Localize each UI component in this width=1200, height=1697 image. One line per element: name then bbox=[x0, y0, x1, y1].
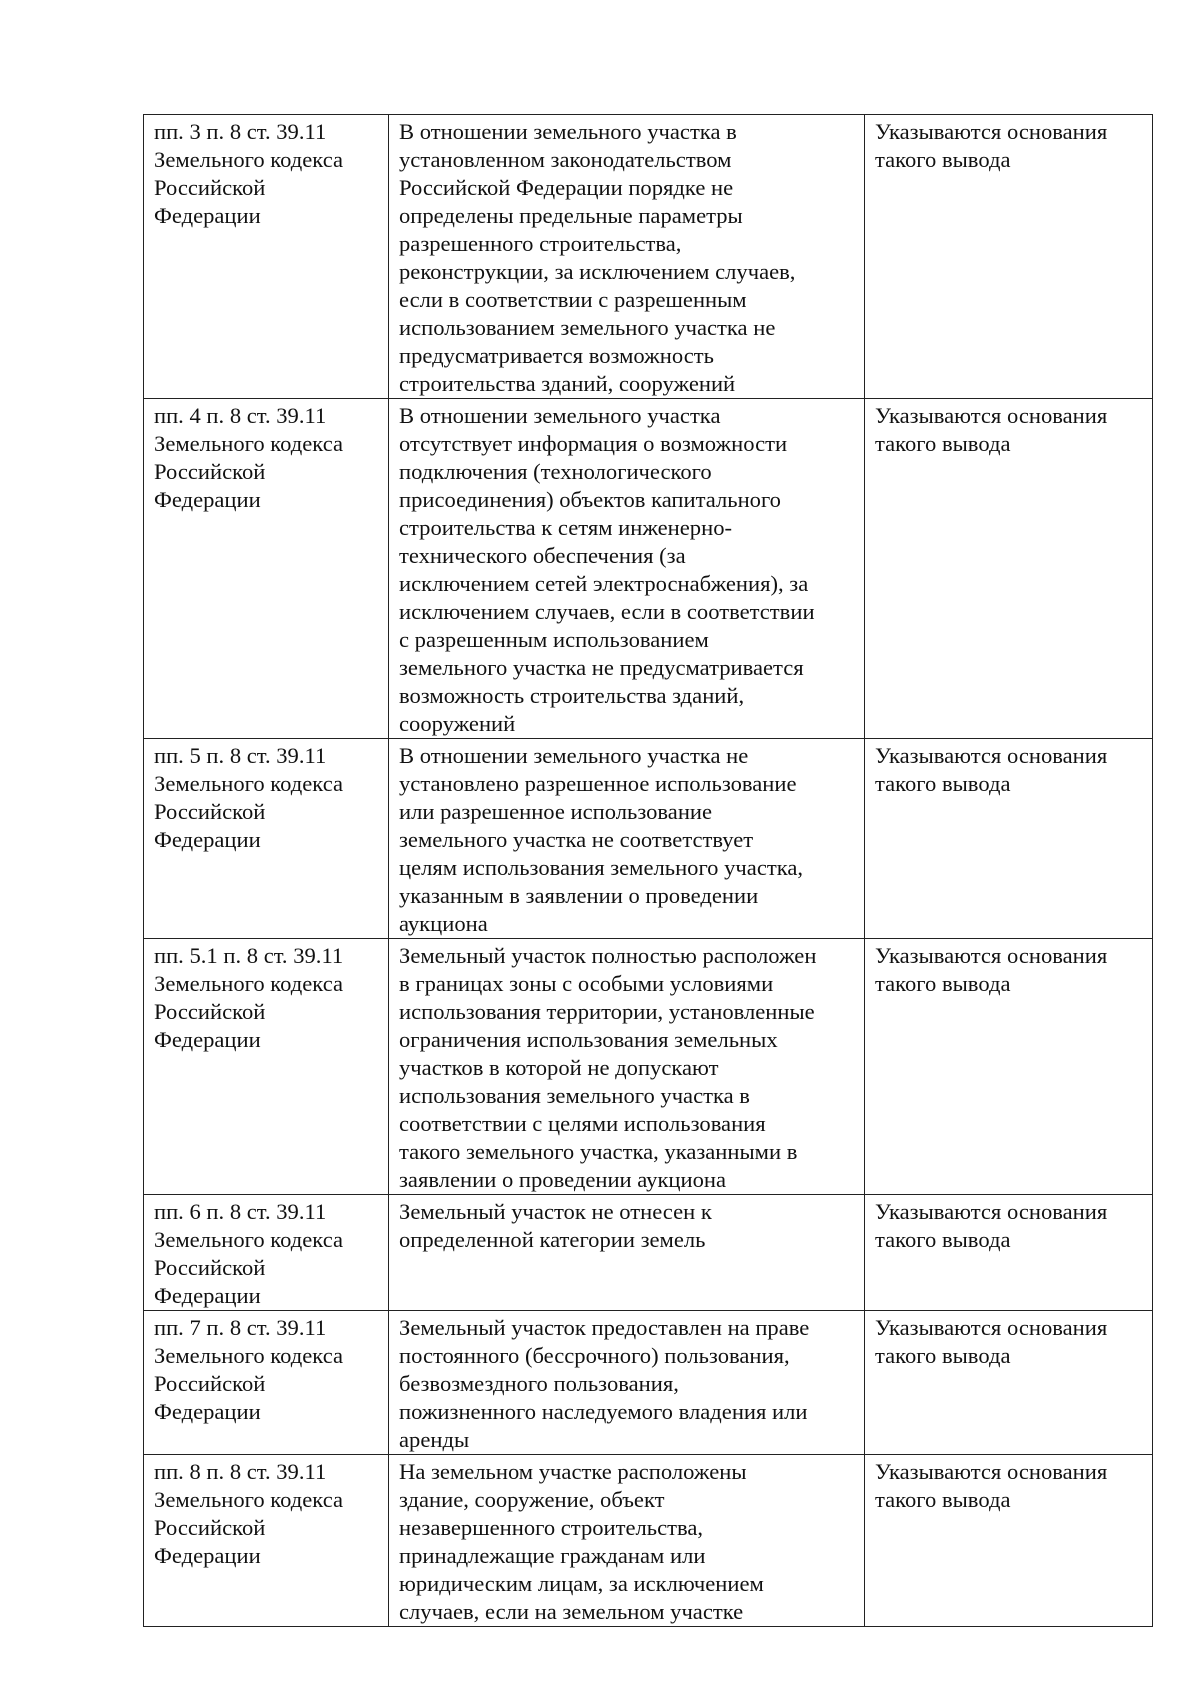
table-row bbox=[144, 1195, 1153, 1311]
note-cell: Указываются основания такого вывода bbox=[865, 1455, 1153, 1627]
note-cell: Указываются основания такого вывода bbox=[865, 1195, 1153, 1311]
condition-cell: Земельный участок полностью расположен в границах зоны с особыми условиями использования территории, установленные ограничения использования земельных участков в которой не допускают использования земельного участка в соответствии с целями использования такого земельного участка, указанными в заявлении о проведении аукциона bbox=[389, 939, 865, 1195]
basis-cell: пп. 3 п. 8 ст. 39.11 Земельного кодекса Российской Федерации bbox=[144, 115, 389, 399]
basis-cell: пп. 5 п. 8 ст. 39.11 Земельного кодекса Российской Федерации bbox=[144, 739, 389, 939]
condition-cell: В отношении земельного участка в установленном законодательством Российской Федерации порядке не определены предельные параметры разрешенного строительства, реконструкции, за исключением случаев, если в соответствии с разрешенным использованием земельного участка не предусматривается возможность строительства зданий, сооружений bbox=[389, 115, 865, 399]
table-row bbox=[144, 1455, 1153, 1627]
basis-cell: пп. 6 п. 8 ст. 39.11 Земельного кодекса Российской Федерации bbox=[144, 1195, 389, 1311]
note-cell: Указываются основания такого вывода bbox=[865, 1311, 1153, 1455]
condition-cell: Земельный участок предоставлен на праве постоянного (бессрочного) пользования, безвозмездного пользования, пожизненного наследуемого владения или аренды bbox=[389, 1311, 865, 1455]
table-row bbox=[144, 939, 1153, 1195]
table-row bbox=[144, 399, 1153, 739]
basis-cell: пп. 7 п. 8 ст. 39.11 Земельного кодекса Российской Федерации bbox=[144, 1311, 389, 1455]
basis-cell: пп. 8 п. 8 ст. 39.11 Земельного кодекса Российской Федерации bbox=[144, 1455, 389, 1627]
table-row bbox=[144, 1311, 1153, 1455]
note-cell: Указываются основания такого вывода bbox=[865, 399, 1153, 739]
note-cell: Указываются основания такого вывода bbox=[865, 739, 1153, 939]
condition-cell: Земельный участок не отнесен к определенной категории земель bbox=[389, 1195, 865, 1311]
basis-cell: пп. 4 п. 8 ст. 39.11 Земельного кодекса Российской Федерации bbox=[144, 399, 389, 739]
condition-cell: На земельном участке расположены здание, сооружение, объект незавершенного строительства, принадлежащие гражданам или юридическим лицам, за исключением случаев, если на земельном участке bbox=[389, 1455, 865, 1627]
note-cell: Указываются основания такого вывода bbox=[865, 115, 1153, 399]
table-row bbox=[144, 739, 1153, 939]
condition-cell: В отношении земельного участка не установлено разрешенное использование или разрешенное использование земельного участка не соответствует целям использования земельного участка, указанным в заявлении о проведении аукциона bbox=[389, 739, 865, 939]
basis-cell: пп. 5.1 п. 8 ст. 39.11 Земельного кодекса Российской Федерации bbox=[144, 939, 389, 1195]
note-cell: Указываются основания такого вывода bbox=[865, 939, 1153, 1195]
condition-cell: В отношении земельного участка отсутствует информация о возможности подключения (технологического присоединения) объектов капитального строительства к сетям инженерно- технического обеспечения (за исключением сетей электроснабжения), за исключением случаев, если в соответствии с разрешенным использованием земельного участка не предусматривается возможность строительства зданий, сооружений bbox=[389, 399, 865, 739]
grounds-table bbox=[143, 114, 1153, 1627]
table-row bbox=[144, 115, 1153, 399]
